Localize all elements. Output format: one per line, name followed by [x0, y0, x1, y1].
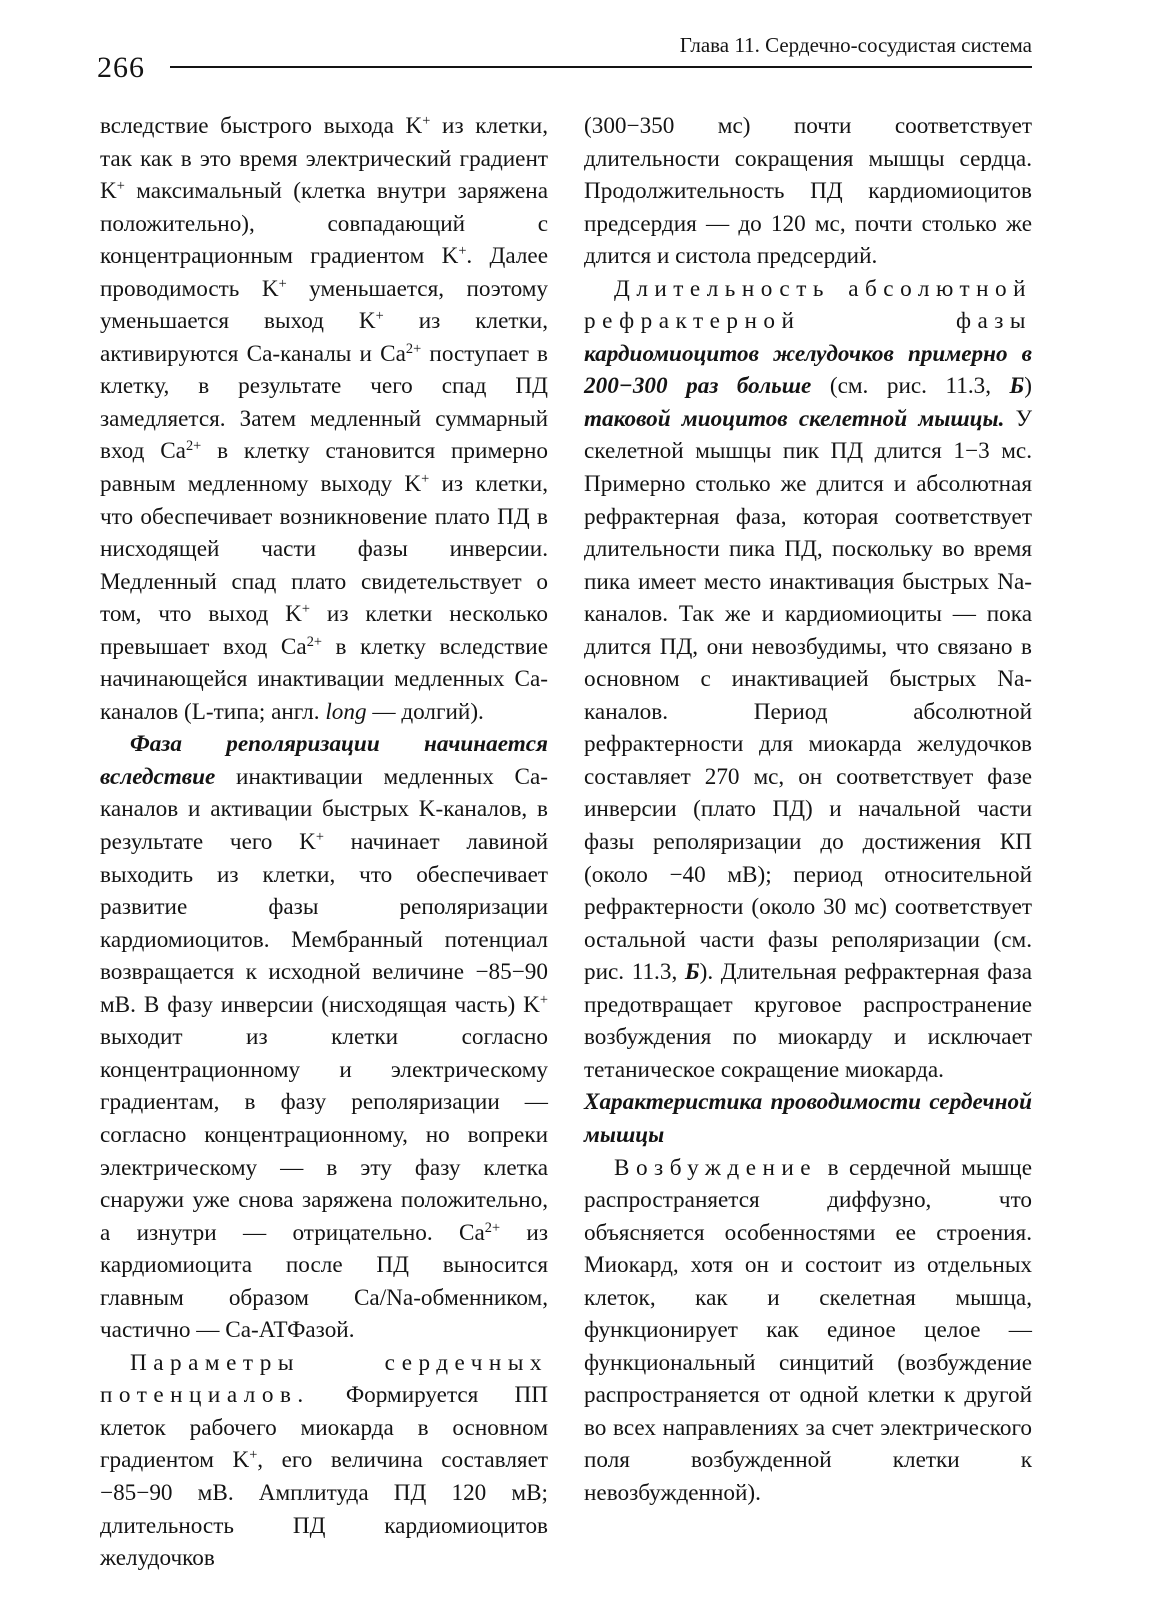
right-column [584, 110, 1032, 1510]
paragraph-duration-continued: (300−350 мс) почти соответствует длительности сокращения мышцы сердца. Продолжительность ПД кардиомиоцитов предсердия — до 120 мс, почти столько же длится и систола предсердий. [584, 113, 1032, 270]
paragraph-excitation-spread: Возбуждение в сердечной мышце распространяется диффузно, что объясняется особенностями ее строения. Миокард, хотя он и состоит из отдельных клеток, как и скелетная мышца, функционирует как единое целое — функциональный синцитий (возбуждение распространяется от одной клетки к другой во всех направлениях за счет электрического поля возбужденной клетки к невозбужденной). [584, 1154, 1032, 1506]
page-number: 266 [97, 51, 145, 84]
paragraph-repolarization: Фаза реполяризации начинается вследствие инактивации медленных Са-каналов и активации быстрых K-каналов, в результате чего K+ начинает лавиной выходить из клетки, что обеспечивает развитие фазы реполяризации кардиомиоцитов. Мембранный потенциал возвращается к исходной величине −85−90 мВ. В фазу инверсии (нисходящая часть) K+ выходит из клетки согласно концентрационному и электрическому градиентам, в фазу реполяризации — согласно концентрационному, но вопреки электрическому — в эту фазу клетка снаружи уже снова заряжена положительно, а изнутри — отрицательно. $Са^{2+}$ из кардиомиоцита после ПД выносится главным образом Са/Na-обменником, частично — Са-АТФазой. [100, 731, 548, 1344]
left-column [100, 110, 548, 1575]
header-rule [170, 66, 1032, 68]
paragraph-action-potential-plateau: вследствие быстрого выхода K+ из клетки, так как в это время электрический градиент K+ максимальный (клетка внутри заряжена положительно), совпадающий с концентрационным градиентом K+. Далее проводимость K+ уменьшается, поэтому уменьшается выход K+ из клетки, активируются Са-каналы и $Са^{2+}$ поступает в клетку, в результате чего спад ПД замедляется. Затем медленный суммарный вход $Са^{2+}$ в клетку становится примерно равным медленному выходу K+ из клетки, что обеспечивает возникновение плато ПД в нисходящей части фазы инверсии. Медленный спад плато свидетельствует о том, что выход K+ из клетки несколько превышает вход $Са^{2+}$ в клетку вследствие начинающейся инактивации медленных Са-каналов (L-типа; англ. long — долгий). [100, 113, 549, 725]
section-heading-conductivity: Характеристика проводимости сердечной мышцы [584, 1089, 1032, 1148]
paragraph-refractory-phase: Длительность абсолютной рефрактерной фазы кардиомиоцитов желудочков примерно в 200−300 раз больше (см. рис. 11.3, Б) таковой миоцитов скелетной мышцы. У скелетной мышцы пик ПД длится 1−3 мс. Примерно столько же длится и абсолютная рефрактерная фаза, которая соответствует длительности пика ПД, поскольку во время пика имеет место инактивация быстрых Na-каналов. Так же и кардиомиоциты — пока длится ПД, они невозбудимы, что связано в основном с инактивацией быстрых Na-каналов. Период абсолютной рефрактерности для миокарда желудочков составляет 270 мс, он соответствует фазе инверсии (плато ПД) и начальной части фазы реполяризации до достижения КП (около −40 мВ); период относительной рефрактерности (около 30 мс) соответствует остальной части фазы реполяризации (см. рис. 11.3, Б). Длительная рефрактерная фаза предотвращает круговое распространение возбуждения по миокарду и исключает тетаническое сокращение миокарда. [584, 275, 1033, 1083]
running-header: Глава 11. Сердечно-сосудистая система [679, 33, 1032, 57]
repolarization-lead: Фаза реполяризации начинается вследствие [100, 731, 548, 790]
excitation-lead: Возбуждение [614, 1154, 818, 1181]
parameters-lead: Параметры сердечных потенциалов. [100, 1349, 548, 1409]
refractory-lead: Длительность абсолютной рефрактерной фазы [584, 275, 1032, 335]
paragraph-potential-parameters: Параметры сердечных потенциалов. Формируется ПП клеток рабочего миокарда в основном градиентом K+, его величина составляет −85−90 мВ. Амплитуда ПД 120 мВ; длительность ПД кардиомиоцитов желудочков [100, 1349, 548, 1572]
